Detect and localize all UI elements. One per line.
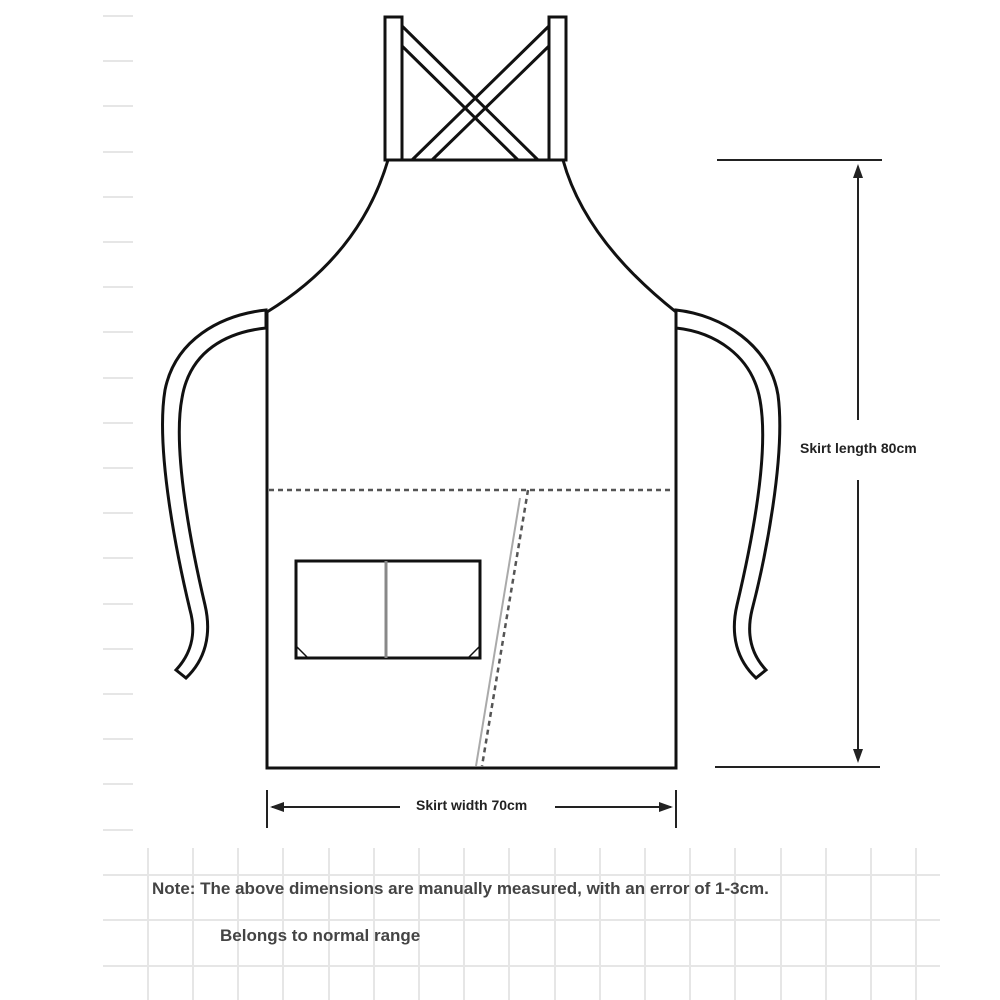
apron-body: [267, 160, 676, 768]
measurement-note: Note: The above dimensions are manually measured, with an error of 1-3cm.: [152, 879, 769, 898]
left-waist-tie: [163, 310, 266, 678]
left-strap: [385, 17, 402, 160]
right-strap: [549, 17, 566, 160]
right-waist-tie: [676, 310, 780, 678]
length-dimension: [715, 160, 882, 767]
skirt-width-label: Skirt width 70cm: [416, 797, 528, 813]
range-note: Belongs to normal range: [220, 926, 421, 945]
skirt-length-label: Skirt length 80cm: [800, 440, 917, 456]
cross-straps: [385, 17, 566, 160]
